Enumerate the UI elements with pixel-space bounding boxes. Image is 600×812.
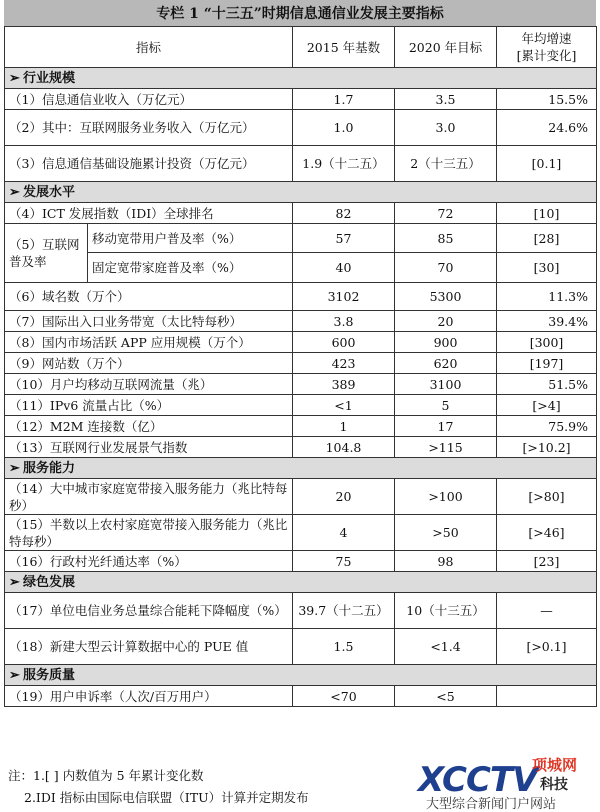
table-row: （18）新建大型云计算数据中心的 PUE 值 1.5 <1.4 [>0.1]: [5, 629, 597, 665]
section-row: ➢ 行业规模: [5, 68, 597, 89]
row-name: （2）其中：互联网服务业务收入（万亿元）: [5, 110, 293, 146]
table-row: （9）网站数（万个） 423 620 [197]: [5, 353, 597, 374]
watermark-logo: XCCTV: [418, 760, 538, 800]
header-row: [5, 27, 597, 68]
table-row: （7）国际出入口业务带宽（太比特每秒） 3.8 20 39.4%: [5, 311, 597, 332]
section-arrow-icon: ➢: [9, 667, 20, 683]
section-row: ➢ 服务质量: [5, 665, 597, 686]
table-row: （19）用户申诉率（人次/百万用户） <70 <5: [5, 686, 597, 707]
header-target: 2020 年目标: [395, 27, 497, 68]
table-row: （15）半数以上农村家庭宽带接入服务能力（兆比特每秒） 4 >50 [>46]: [5, 515, 597, 551]
table-row: （12）M2M 连接数（亿） 1 17 75.9%: [5, 416, 597, 437]
table-row: （8）国内市场活跃 APP 应用规模（万个） 600 900 [300]: [5, 332, 597, 353]
table-row: （10）月户均移动互联网流量（兆） 389 3100 51.5%: [5, 374, 597, 395]
table-row: （13）互联网行业发展景气指数 104.8 >115 [>10.2]: [5, 437, 597, 458]
table-row: （14）大中城市家庭宽带接入服务能力（兆比特每秒） 20 >100 [>80]: [5, 479, 597, 515]
table-row: （4）ICT 发展指数（IDI）全球排名 82 72 [10]: [5, 203, 597, 224]
section-arrow-icon: ➢: [9, 184, 20, 200]
table-row: （1）信息通信业收入（万亿元） 1.7 3.5 15.5%: [5, 89, 597, 110]
table-title: 专栏 1 “十三五”时期信息通信业发展主要指标: [4, 0, 596, 26]
section-row: ➢ 绿色发展: [5, 572, 597, 593]
section-arrow-icon: ➢: [9, 460, 20, 476]
section-arrow-icon: ➢: [9, 70, 20, 86]
footnote-2: 2.IDI 指标由国际电信联盟（ITU）计算并定期发布: [24, 790, 309, 805]
indicator-table: [4, 26, 597, 707]
group-label: （5）互联网普及率: [5, 224, 88, 282]
table-row: （5）互联网普及率 移动宽带用户普及率（%） 固定宽带家庭普及率（%） 57 40 85 70 [28] [30]: [5, 224, 597, 283]
section-row: ➢ 发展水平: [5, 182, 597, 203]
row-name: （1）信息通信业收入（万亿元）: [5, 89, 293, 110]
watermark-site-name: 项城网: [532, 756, 578, 774]
header-growth: 年均增速 [累计变化]: [497, 27, 597, 68]
header-base: 2015 年基数: [293, 27, 395, 68]
footnote-1: 注：1.[ ] 内数值为 5 年累计变化数: [8, 768, 204, 783]
section-row: ➢ 服务能力: [5, 458, 597, 479]
header-indicator: 指标: [5, 27, 293, 68]
table-row: （2）其中：互联网服务业务收入（万亿元） 1.0 3.0 24.6%: [5, 110, 597, 146]
watermark-channel: 科技: [540, 777, 568, 793]
table-row: （17）单位电信业务总量综合能耗下降幅度（%） 39.7（十二五） 10（十三五） —: [5, 593, 597, 629]
watermark-slogan: 大型综合新闻门户网站: [426, 797, 557, 812]
table-row: （3）信息通信基础设施累计投资（万亿元） 1.9（十二五） 2（十三五） [0.1]: [5, 146, 597, 182]
section-arrow-icon: ➢: [9, 574, 20, 590]
row-name: （3）信息通信基础设施累计投资（万亿元）: [5, 146, 293, 182]
table-row: （6）域名数（万个） 3102 5300 11.3%: [5, 283, 597, 311]
table-row: （11）IPv6 流量占比（%） <1 5 [>4]: [5, 395, 597, 416]
table-row: （16）行政村光纤通达率（%） 75 98 [23]: [5, 551, 597, 572]
